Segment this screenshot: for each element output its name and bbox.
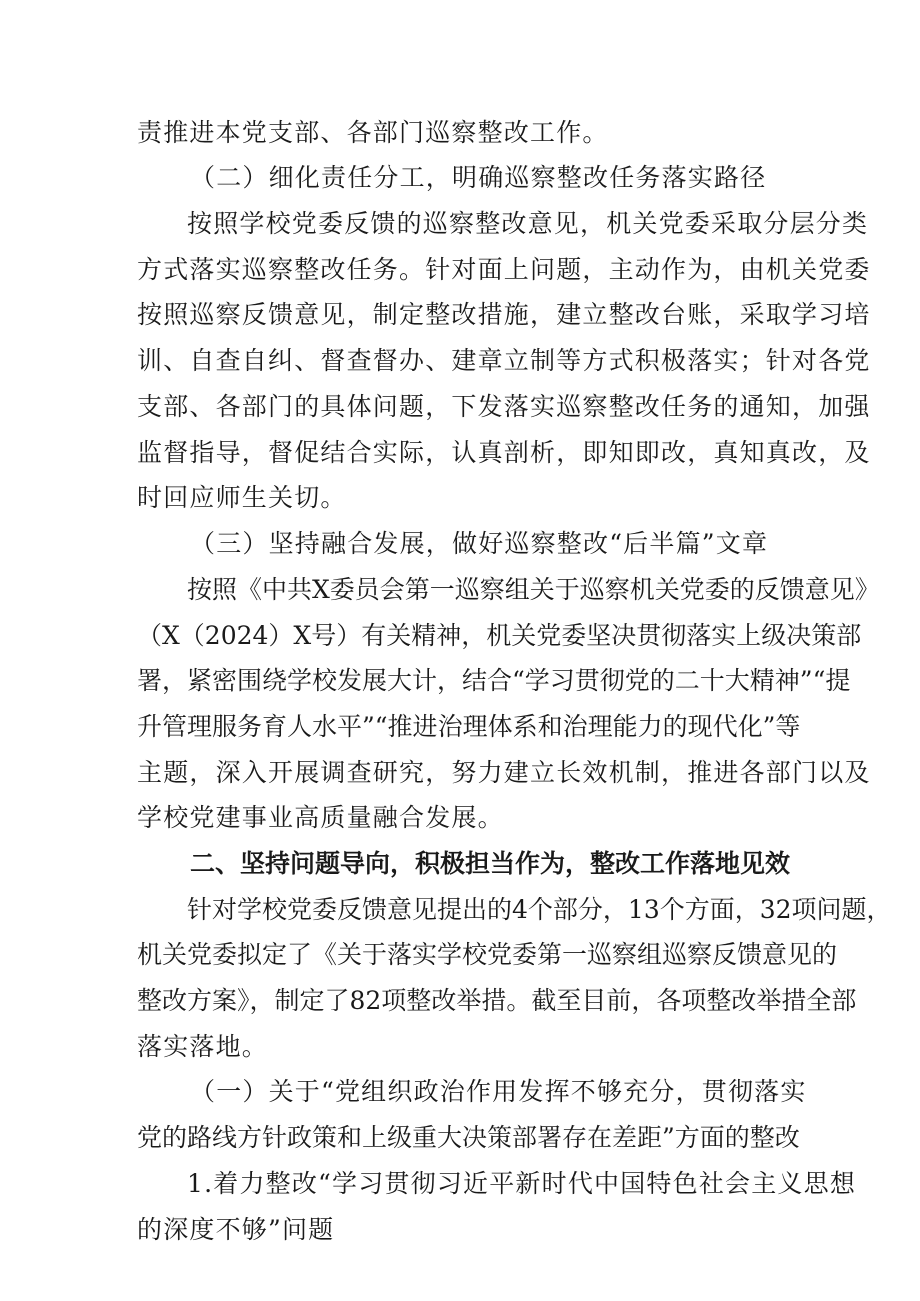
body-text-line: 时回应师生关切。 <box>137 483 347 512</box>
body-text-line: 落实落地。 <box>137 1032 269 1061</box>
subsection-heading-3: （三）坚持融合发展，做好巡察整改“后半篇”文章 <box>190 529 769 558</box>
body-text-line: 按照巡察反馈意见，制定整改措施，建立整改台账，采取学习培 <box>137 300 871 329</box>
section-heading-2: 二、坚持问题导向，积极担当作为，整改工作落地见效 <box>190 849 791 878</box>
body-text-line: 支部、各部门的具体问题，下发落实巡察整改任务的通知，加强 <box>137 392 871 421</box>
body-text-line: 针对学校党委反馈意见提出的4个部分，13个方面，32项问题， <box>187 895 892 924</box>
body-text-line: （X（2024）X号）有关精神，机关党委坚决贯彻落实上级决策部 <box>137 621 862 650</box>
subsection-heading-1-cont: 党的路线方针政策和上级重大决策部署存在差距”方面的整改 <box>137 1123 800 1152</box>
body-text-line: 升管理服务育人水平”“推进治理体系和治理能力的现代化”等 <box>137 712 801 741</box>
subsection-heading-2: （二）细化责任分工，明确巡察整改任务落实路径 <box>190 163 767 192</box>
body-text-line: 整改方案》，制定了82项整改举措。截至目前，各项整改举措全部 <box>137 986 857 1015</box>
body-text-line: 主题，深入开展调查研究，努力建立长效机制，推进各部门以及 <box>137 758 871 787</box>
item-heading-1: 1.着力整改“学习贯彻习近平新时代中国特色社会主义思想 <box>187 1169 857 1198</box>
body-text-line: 学校党建事业高质量融合发展。 <box>137 803 504 832</box>
body-text-line: 按照学校党委反馈的巡察整改意见，机关党委采取分层分类 <box>187 209 869 238</box>
subsection-heading-1: （一）关于“党组织政治作用发挥不够充分，贯彻落实 <box>190 1077 807 1106</box>
body-text-line: 机关党委拟定了《关于落实学校党委第一巡察组巡察反馈意见的 <box>137 940 838 969</box>
body-text-line: 按照《中共X委员会第一巡察组关于巡察机关党委的反馈意见》 <box>187 575 880 604</box>
body-text-line: 方式落实巡察整改任务。针对面上问题，主动作为，由机关党委 <box>137 255 871 284</box>
item-heading-1-cont: 的深度不够”问题 <box>137 1215 335 1244</box>
body-text-line: 署，紧密围绕学校发展大计，结合“学习贯彻党的二十大精神”“提 <box>137 666 851 695</box>
body-text-line: 责推进本党支部、各部门巡察整改工作。 <box>137 118 609 147</box>
body-text-line: 训、自查自纠、督查督办、建章立制等方式积极落实；针对各党 <box>137 346 871 375</box>
body-text-line: 监督指导，督促结合实际，认真剖析，即知即改，真知真改，及 <box>137 438 871 467</box>
